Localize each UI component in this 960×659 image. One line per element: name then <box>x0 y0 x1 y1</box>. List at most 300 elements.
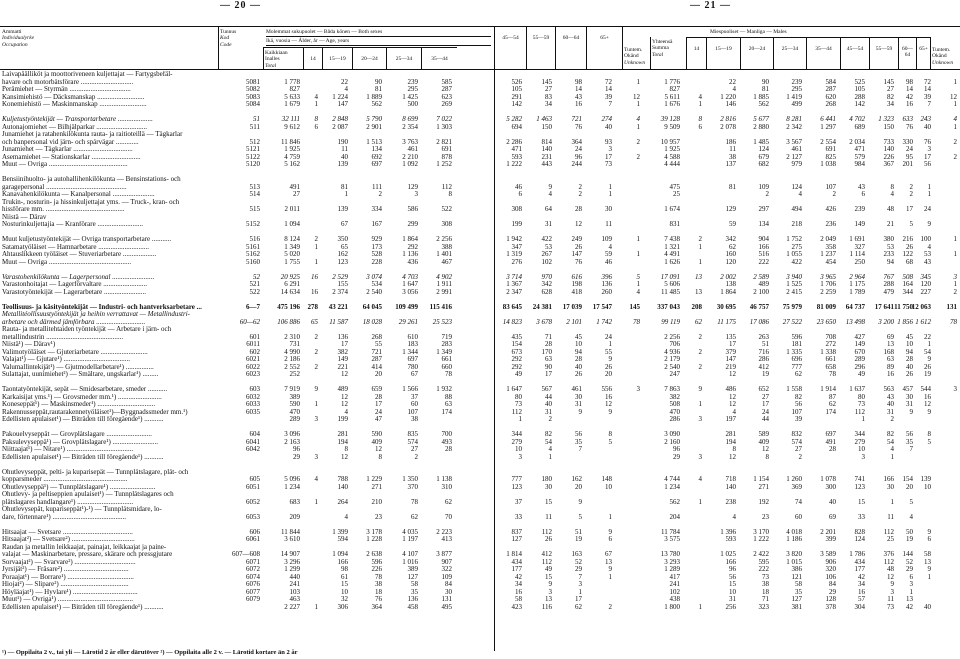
cell-right-8: 1 885 <box>753 92 769 101</box>
cell-right-9: 574 <box>791 437 802 446</box>
row-label: Niistä — Därav <box>2 213 47 221</box>
cell-right-9: 4 018 <box>786 527 802 536</box>
cell-both-4: 2 <box>414 452 418 461</box>
cell-both-4: 1 197 <box>402 535 418 543</box>
cell-both-2: 12 <box>341 392 348 401</box>
header-age-left-0: 14 <box>303 47 322 69</box>
cell-right-2: 616 <box>571 272 582 281</box>
cell-right-0: 1 814 <box>506 550 522 558</box>
cell-both-5: 2 256 <box>436 235 452 243</box>
cell-right-5: 831 <box>669 220 680 228</box>
cell-right-7: 11 175 <box>717 317 736 326</box>
cell-both-3: 659 <box>371 385 382 393</box>
cell-right-12: 145 <box>883 77 894 86</box>
cell-right-5: 1 321 <box>664 242 680 251</box>
row-code: 60—62 <box>239 317 260 326</box>
cell-right-14: 9 <box>927 407 931 416</box>
cell-both-5: 8 <box>448 190 452 198</box>
cell-both-4: 8 699 <box>402 115 418 123</box>
row-code: 516 <box>249 235 260 243</box>
cell-right-2: 20 <box>575 482 582 491</box>
cell-right-11: 427 <box>854 332 865 341</box>
cell-right-2: 16 <box>575 100 582 108</box>
cell-both-4: 4 035 <box>402 527 418 536</box>
cell-both-2: 139 <box>337 160 348 168</box>
row-code: 521 <box>249 280 260 288</box>
cell-right-2: 19 <box>575 535 582 543</box>
cell-right-13: 94 <box>906 347 913 356</box>
cell-right-11: 13 498 <box>845 317 865 326</box>
cell-both-5: 70 <box>445 512 452 521</box>
row-code: 6052 <box>246 497 260 506</box>
cell-right-12: 82 <box>887 92 894 101</box>
row-label: metallindustrin ............................................ <box>2 333 124 341</box>
cell-both-0: 252 <box>289 370 300 378</box>
cell-both-3: 409 <box>371 437 382 446</box>
cell-right-3: 148 <box>601 475 612 483</box>
cell-right-13: 216 <box>902 235 913 243</box>
cell-right-3: 17 547 <box>592 302 612 311</box>
header-age-right-8: 65+ <box>916 37 930 69</box>
header-age-left-2: 20—24 <box>352 47 386 69</box>
cell-right-2: 96 <box>575 152 582 161</box>
cell-right-6: 6 <box>698 122 702 131</box>
cell-both-0: 7 919 <box>284 385 300 393</box>
cell-right-0: 694 <box>511 122 522 131</box>
cell-right-1: 83 <box>545 92 552 101</box>
cell-both-4: 3 763 <box>402 137 418 146</box>
cell-both-5: 1 911 <box>436 280 452 288</box>
cell-right-4: 1 <box>636 250 640 258</box>
cell-right-11: 689 <box>854 122 865 131</box>
cell-right-14: 100 <box>920 235 931 243</box>
cell-right-2: 51 <box>575 527 582 536</box>
cell-both-2: 17 <box>341 340 348 348</box>
cell-both-0: 5 162 <box>284 160 300 168</box>
cell-both-2: 2 848 <box>332 115 348 123</box>
cell-both-1: 4 <box>314 92 318 101</box>
cell-right-8: 12 <box>762 445 769 453</box>
row-code: 602 <box>249 347 260 356</box>
cell-right-0: 6 <box>518 190 522 198</box>
cell-right-14: 58 <box>924 550 931 558</box>
cell-right-1: 24 381 <box>532 302 552 311</box>
cell-right-9: 1 186 <box>786 535 802 543</box>
cell-right-2: 2 101 <box>566 317 582 326</box>
cell-right-7: 2 816 <box>720 115 736 123</box>
cell-right-7: 31 <box>729 595 736 603</box>
cell-right-7: 186 <box>725 137 736 146</box>
cell-right-7: 4 <box>732 512 736 521</box>
cell-both-5: 585 <box>441 77 452 86</box>
header-age-left-3: 25—34 <box>386 47 421 69</box>
cell-right-8: 679 <box>758 152 769 161</box>
cell-right-7: 12 <box>729 392 736 401</box>
cell-right-2: 24 <box>575 145 582 153</box>
cell-both-4: 1 425 <box>402 92 418 101</box>
cell-both-4: 1 092 <box>402 160 418 168</box>
header-tuntem: Tuntem. Okänd Unknown <box>622 27 650 69</box>
cell-right-0: 83 645 <box>502 302 522 311</box>
row-code: 601 <box>249 332 260 341</box>
cell-right-0: 471 <box>511 145 522 153</box>
cell-right-5: 39 128 <box>660 115 680 123</box>
cell-both-0: 14 907 <box>280 550 300 558</box>
cell-right-3: 1 742 <box>596 317 612 326</box>
row-code: 6077 <box>246 587 260 596</box>
row-label: Ahtauslikkeen työläiset — Stuveriarbetare ................... <box>2 251 157 258</box>
cell-right-9: 218 <box>791 220 802 228</box>
cell-right-10: 23 650 <box>816 317 836 326</box>
cell-both-5: 661 <box>441 355 452 363</box>
cell-right-11: 1 114 <box>849 250 865 258</box>
cell-right-11: 3 <box>861 452 865 461</box>
cell-right-0: 177 <box>511 565 522 573</box>
cell-right-12: 12 <box>887 572 894 581</box>
row-code: 522 <box>249 287 260 296</box>
cell-right-5: 5 611 <box>664 92 680 101</box>
cell-right-11: 43 <box>858 182 865 191</box>
cell-both-3: 534 <box>371 280 382 288</box>
cell-both-0: 475 196 <box>277 302 300 311</box>
cell-right-0: 308 <box>511 205 522 213</box>
row-code: 607—608 <box>232 550 260 558</box>
cell-both-3: 697 <box>371 160 382 168</box>
cell-right-9: 2 127 <box>786 152 802 161</box>
cell-right-7: 4 <box>732 407 736 416</box>
cell-right-0: 127 <box>511 535 522 543</box>
cell-right-9: 1 335 <box>786 347 802 356</box>
cell-both-4: 4 107 <box>402 550 418 558</box>
cell-right-12: 53 <box>887 242 894 251</box>
cell-both-4: 3 <box>414 190 418 198</box>
cell-right-15: 131 <box>946 302 957 311</box>
cell-right-10: 2 259 <box>820 287 836 296</box>
cell-right-2: 45 <box>575 332 582 341</box>
cell-both-0: 1 778 <box>284 77 300 86</box>
cell-both-5: 878 <box>441 152 452 161</box>
row-label: Laivapäälliköt ja moottoriveneen kuljettajat — Fartygsbefäl- <box>2 71 173 78</box>
cell-right-9: 239 <box>791 77 802 86</box>
cell-right-10: 1 914 <box>820 385 836 393</box>
cell-right-1: 150 <box>541 122 552 131</box>
cell-both-1: 1 <box>314 497 318 506</box>
row-code: 513 <box>249 182 260 191</box>
cell-right-1: 9 <box>548 580 552 588</box>
cell-both-2: 139 <box>337 205 348 213</box>
cell-right-9: 2 <box>798 452 802 461</box>
cell-both-1: 3 <box>314 415 318 423</box>
cell-right-11: 1 786 <box>849 550 865 558</box>
cell-right-7: 30 695 <box>716 302 736 311</box>
cell-right-8: 297 <box>758 205 769 213</box>
cell-right-5: 1 626 <box>664 257 680 266</box>
cell-both-5: 7 022 <box>436 115 452 123</box>
cell-both-0: 5 020 <box>284 250 300 258</box>
cell-both-4: 136 <box>407 595 418 603</box>
cell-right-5: 1 676 <box>664 100 680 108</box>
cell-both-3: 81 <box>375 85 382 93</box>
cell-right-11: 288 <box>854 92 865 101</box>
cell-right-3: 46 <box>605 257 612 266</box>
cell-both-0: 1 299 <box>284 565 300 573</box>
cell-both-0: 731 <box>289 340 300 348</box>
header-both-sexes: Molemmat sukupuolet — Båda könen — Both sexes <box>266 29 491 37</box>
row-label: Hitsaajat²) — Svetsare²) .................................... <box>2 536 135 543</box>
cell-right-12: 9 <box>890 580 894 588</box>
cell-both-2: 4 <box>344 512 348 521</box>
row-label: valajat — Maskinarbetare, pressare, skärare och pressgjutare <box>2 551 173 558</box>
cell-right-10: 40 <box>829 497 836 506</box>
header-tunnus: Tunnus Kod Code <box>218 27 263 69</box>
cell-right-1: 628 <box>541 287 552 296</box>
cell-right-9: 369 <box>791 482 802 491</box>
cell-right-12: 63 <box>887 355 894 363</box>
cell-right-0: 291 <box>511 92 522 101</box>
cell-right-12: 767 <box>883 272 894 281</box>
cell-right-10: 287 <box>825 85 836 93</box>
cell-right-2: 2 <box>578 190 582 198</box>
cell-right-1: 814 <box>541 137 552 146</box>
cell-right-3: 1 <box>608 190 612 198</box>
cell-right-11: 327 <box>854 242 865 251</box>
cell-right-12: 48 <box>887 565 894 573</box>
cell-right-13: 35 <box>906 437 913 446</box>
cell-right-10: 28 <box>829 445 836 453</box>
cell-both-0: 3 296 <box>284 557 300 566</box>
row-label: Muut kuljetustyöntekijät — Övriga transportarbetare ........... <box>2 236 172 243</box>
row-code: 604 <box>249 430 260 438</box>
cell-right-8: 2 589 <box>753 272 769 281</box>
cell-right-13: 52 <box>906 557 913 566</box>
cell-right-15: 4 <box>953 115 957 123</box>
cell-both-4: 835 <box>407 430 418 438</box>
cell-right-5: 417 <box>669 572 680 581</box>
cell-right-3: 4 <box>608 242 612 251</box>
cell-both-2: 1 094 <box>332 550 348 558</box>
cell-right-7: 56 <box>729 572 736 581</box>
cell-right-1: 342 <box>541 280 552 288</box>
cell-both-4: 780 <box>407 362 418 371</box>
row-label: Niistä¹) — Därav¹) <box>2 341 56 348</box>
cell-right-9: 2 415 <box>786 287 802 296</box>
cell-right-7: 1 025 <box>720 550 736 558</box>
cell-right-11: 250 <box>854 257 865 266</box>
cell-both-5: 109 <box>441 572 452 581</box>
cell-right-1: 116 <box>541 602 552 611</box>
cell-both-2: 12 <box>341 370 348 378</box>
cell-right-13: 5 <box>909 497 913 506</box>
cell-both-2: 11 587 <box>329 317 348 326</box>
cell-right-11: 579 <box>854 152 865 161</box>
cell-right-6: 3 <box>698 415 702 423</box>
cell-both-3: 2 638 <box>366 550 382 558</box>
cell-right-5: 204 <box>669 512 680 521</box>
cell-right-6: 2 <box>698 332 702 341</box>
cell-right-2: 5 <box>578 512 582 521</box>
cell-right-4: 2 <box>636 152 640 161</box>
cell-right-12: 48 <box>887 205 894 213</box>
header-age-right-1: 15—19 <box>706 37 740 69</box>
cell-right-10: 3 965 <box>820 272 836 281</box>
cell-right-0: 142 <box>511 100 522 108</box>
cell-right-10: 358 <box>825 242 836 251</box>
cell-right-12: 43 <box>887 392 894 401</box>
cell-both-3: 929 <box>371 235 382 243</box>
cell-right-6: 2 <box>698 347 702 356</box>
cell-both-0: 11 846 <box>281 137 300 146</box>
cell-both-4: 389 <box>407 565 418 573</box>
cell-right-14: 227 <box>920 287 931 296</box>
row-label: och banpersonal vid järn- och spårvägar ............. <box>2 138 139 146</box>
cell-right-3: 72 <box>605 77 612 86</box>
cell-right-12: 54 <box>887 437 894 446</box>
cell-right-10: 62 <box>829 400 836 408</box>
row-label: Valimotyöläiset — Gjuteriarbetare ........................... <box>2 348 148 356</box>
cell-right-5: 1 925 <box>664 145 680 153</box>
cell-right-6: 1 <box>698 242 702 251</box>
cell-right-11: 42 <box>858 572 865 581</box>
cell-right-11: 2 034 <box>849 137 865 146</box>
cell-both-4: 370 <box>407 482 418 491</box>
cell-right-5: 2 256 <box>664 332 680 341</box>
row-label: Autonajomiehet — Bilhjälparkar ............................. <box>2 123 148 131</box>
row-code: 5152 <box>246 220 260 228</box>
cell-right-3: 11 <box>605 220 612 228</box>
cell-right-12: 11 <box>887 512 894 521</box>
row-label: Trukin-, nosturin- ja hissinkuljettajat yms. — Truck-, kran- och <box>2 198 180 206</box>
row-label: hissförare mm. ............................................. <box>2 206 125 213</box>
row-code: 6022 <box>246 362 260 371</box>
cell-right-9: 1 752 <box>786 235 802 243</box>
cell-right-0: 112 <box>511 407 522 416</box>
cell-right-10: 708 <box>825 332 836 341</box>
cell-right-8: 409 <box>758 437 769 446</box>
cell-right-12: 11 <box>887 595 894 603</box>
cell-right-6: 4 <box>698 475 702 483</box>
cell-both-3: 38 <box>375 580 382 588</box>
cell-right-3: 7 <box>608 100 612 108</box>
cell-right-12: 1 323 <box>878 115 894 123</box>
cell-right-3: 59 <box>605 250 612 258</box>
cell-both-5: 1 252 <box>436 160 452 168</box>
cell-right-5: 508 <box>669 400 680 408</box>
cell-right-0: 2 286 <box>506 137 522 146</box>
cell-right-11: 149 <box>854 340 865 348</box>
cell-right-7: 2 078 <box>720 122 736 131</box>
row-code: 603 <box>249 385 260 393</box>
cell-right-8: 19 <box>762 370 769 378</box>
cell-right-14: 56 <box>924 160 931 168</box>
cell-right-12: 2 <box>890 415 894 423</box>
cell-right-13: 24 <box>906 145 913 153</box>
cell-both-5: 174 <box>441 407 452 416</box>
cell-right-8: 17 <box>762 400 769 408</box>
cell-right-1: 31 <box>545 220 552 228</box>
cell-both-4: 129 <box>407 182 418 191</box>
cell-right-13: 19 <box>906 535 913 543</box>
row-label: Edellisten apulaiset¹) — Biträden till föregående¹) ........... <box>2 603 164 611</box>
cell-right-11: 149 <box>854 220 865 228</box>
cell-right-10: 268 <box>825 100 836 108</box>
cell-right-6: 2 <box>698 235 702 243</box>
cell-right-9: 832 <box>791 430 802 438</box>
cell-right-14: 24 <box>924 205 931 213</box>
cell-right-7: 120 <box>725 257 736 266</box>
cell-right-4: 1 <box>636 122 640 131</box>
cell-right-10: 320 <box>825 565 836 573</box>
cell-right-5: 3 090 <box>664 430 680 438</box>
cell-right-8: 652 <box>758 385 769 393</box>
cell-right-5: 2 179 <box>664 355 680 363</box>
cell-right-10: 2 049 <box>820 235 836 243</box>
cell-right-12: 226 <box>883 152 894 161</box>
cell-right-8: 24 <box>762 407 769 416</box>
cell-right-8: 17 086 <box>749 317 769 326</box>
cell-right-11: 80 <box>858 392 865 401</box>
cell-right-8: 516 <box>758 250 769 258</box>
cell-right-8: 5 677 <box>753 115 769 123</box>
cell-right-13: 122 <box>902 250 913 258</box>
cell-right-9: 596 <box>791 332 802 341</box>
cell-right-13: 31 <box>906 400 913 408</box>
cell-both-2: 98 <box>341 565 348 573</box>
cell-right-12: 31 <box>887 407 894 416</box>
cell-both-3: 334 <box>371 205 382 213</box>
cell-both-4: 67 <box>411 370 418 378</box>
row-code: 5083 <box>246 92 260 101</box>
cell-right-1: 27 <box>545 85 552 93</box>
row-label: havare och motorbåtsförare .............................. <box>2 78 134 86</box>
cell-right-11: 142 <box>854 100 865 108</box>
cell-right-2: 198 <box>571 280 582 288</box>
cell-right-7: 1 220 <box>720 92 736 101</box>
cell-right-8: 51 <box>762 340 769 348</box>
cell-right-9: 499 <box>791 100 802 108</box>
cell-right-13: 16 <box>906 100 913 108</box>
cell-both-1: 3 <box>314 452 318 461</box>
row-label: Asemamiehet — Stationskarlar ............................ <box>2 153 141 161</box>
cell-both-0: 827 <box>289 85 300 93</box>
cell-right-10: 87 <box>829 392 836 401</box>
cell-right-14: 345 <box>920 272 931 281</box>
cell-both-0: 289 <box>289 415 300 423</box>
cell-right-5: 1 289 <box>664 565 680 573</box>
header-ammatti: Ammatti Individualyrke Occupation <box>2 29 35 48</box>
cell-right-3: 260 <box>601 287 612 296</box>
cell-right-2: 162 <box>571 475 582 483</box>
cell-both-0: 2 011 <box>284 205 300 213</box>
row-label: Varastohenkilökunta — Lagerpersonal ........................ <box>2 273 155 281</box>
cell-right-2: 9 <box>578 497 582 506</box>
cell-both-0: 3 096 <box>284 430 300 438</box>
cell-right-14: 1 <box>927 190 931 198</box>
cell-right-8: 109 <box>758 182 769 191</box>
row-label: Koneseppät¹) — Maskinsmeder¹) ................................. <box>2 401 156 408</box>
cell-right-1: 13 <box>545 595 552 603</box>
cell-both-5: 322 <box>441 565 452 573</box>
cell-both-1: 1 <box>314 100 318 108</box>
row-label: Ohutlevy- ja peltiseppien apulaiset¹) — Tunnplåtslagares och <box>2 491 174 498</box>
cell-right-11: 289 <box>854 355 865 363</box>
cell-both-0: 32 111 <box>281 115 300 123</box>
cell-right-2: 147 <box>571 250 582 258</box>
cell-right-2: 461 <box>571 385 582 393</box>
page-number-right: — 21 — <box>690 0 731 11</box>
cell-right-7: 11 <box>729 145 736 153</box>
cell-right-4: 4 <box>636 115 640 123</box>
row-label: Pakouelvyseppät — Grovplåtslagare .......................... <box>2 431 152 438</box>
